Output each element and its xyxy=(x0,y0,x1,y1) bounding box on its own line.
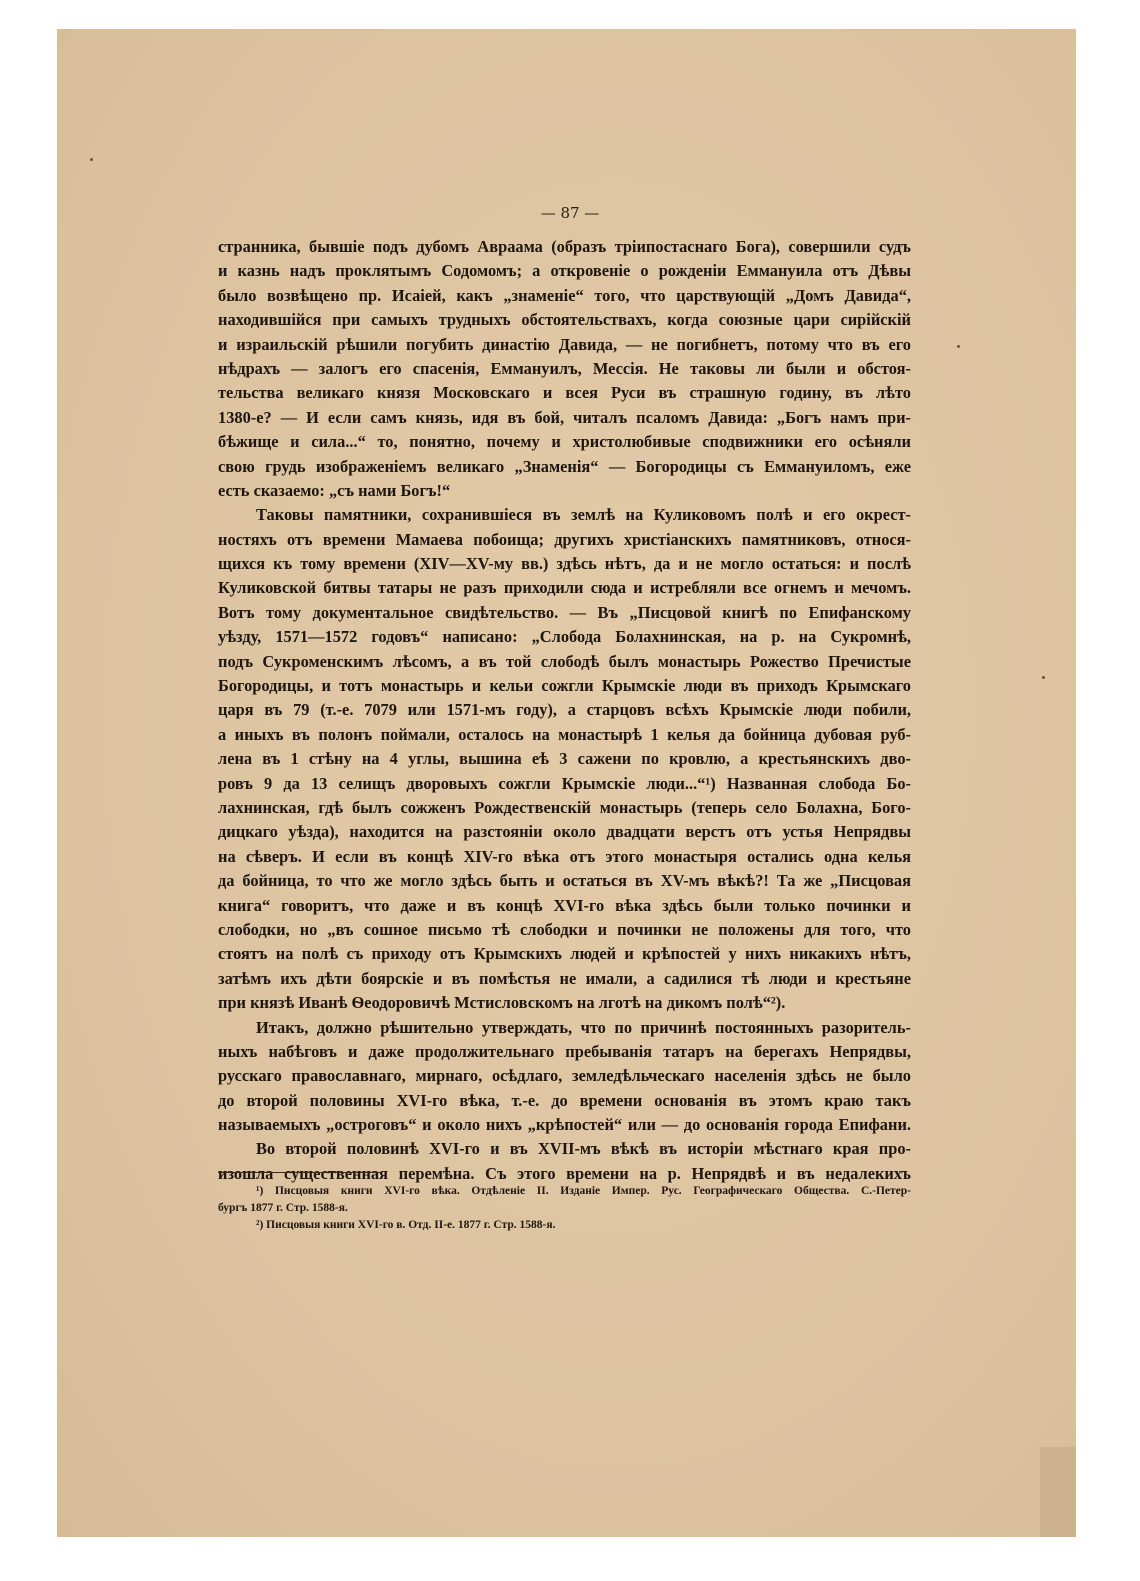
footnote-divider xyxy=(218,1172,380,1173)
text-line: Во второй половинѣ XVI-го и въ XVII-мъ вѣкѣ въ исторіи мѣстнаго края про- xyxy=(256,1139,911,1159)
footnote-line: ¹) Писцовыя книги XVI-го вѣка. Отдѣленіе II. Изданіе Импер. Рус. Географическаго Общества. С.-Петер- xyxy=(256,1185,911,1197)
speck xyxy=(90,158,93,161)
page-corner-shadow xyxy=(1040,1447,1076,1537)
text-line: затѣмъ ихъ дѣти боярскіе и въ помѣстья не имали, а садилися тѣ люди и крестьяне xyxy=(218,968,911,988)
text-line: слободки, но „въ сошное письмо тѣ слободки и починки не положены для того, что xyxy=(218,919,911,939)
text-line: называемыхъ „остроговъ“ и около нихъ „крѣпостей“ или — до основанія города Епифани. xyxy=(218,1115,911,1135)
text-line: русскаго православнаго, мирнаго, осѣдлаго, земледѣльческаго населенія здѣсь не было xyxy=(218,1066,911,1086)
text-line: подъ Сукроменскимъ лѣсомъ, а въ той слободѣ былъ монастырь Рожество Пречистые xyxy=(218,651,911,671)
text-line: ровъ 9 да 13 селищъ дворовыхъ сожгли Крымскіе люди...“¹) Названная слобода Бо- xyxy=(218,773,911,793)
body-text xyxy=(218,235,911,1186)
speck xyxy=(1042,676,1045,679)
text-line: царя въ 79 (т.-е. 7079 или 1571-мъ году), а старцовъ всѣхъ Крымскіе люди побили, xyxy=(218,700,911,720)
text-line: на сѣверъ. И если въ концѣ XIV-го вѣка отъ этого монастыря остались одна келья xyxy=(218,846,911,866)
text-line: ныхъ набѣговъ и даже продолжительнаго пребыванія татаръ на берегахъ Непрядвы, xyxy=(218,1041,911,1061)
text-line: и казнь надъ проклятымъ Содомомъ; а откровеніе о рожденіи Еммануила отъ Дѣвы xyxy=(218,261,911,281)
text-line: книга“ говоритъ, что даже и въ концѣ XVI-го вѣка здѣсь были только починки и xyxy=(218,895,911,915)
text-line: при князѣ Иванѣ Ѳеодоровичѣ Мстисловскомъ на лготѣ на дикомъ полѣ“²). xyxy=(218,993,786,1013)
text-line: дицкаго уѣзда), находится на разстояніи около двадцати верстъ отъ устья Непрядвы xyxy=(218,822,911,842)
text-line: бѣжище и сила...“ то, понятно, почему и христолюбивые сподвижники его осѣняли xyxy=(218,432,911,452)
footnote-line: ²) Писцовыя книги XVI-го в. Отд. II-е. 1877 г. Стр. 1588-я. xyxy=(256,1219,556,1231)
text-line: изошла существенная перемѣна. Съ этого времени на р. Непрядвѣ и въ недалекихъ xyxy=(218,1163,911,1183)
text-line: находившійся при самыхъ трудныхъ обстоятельствахъ, когда союзные цари сирійскій xyxy=(218,310,911,330)
page-number: — 87 — xyxy=(540,204,600,222)
text-line: да бойница, то что же могло здѣсь быть и остаться въ XV-мъ вѣкѣ?! Та же „Писцовая xyxy=(218,871,911,891)
text-line: а иныхъ въ полонъ поймали, осталось на монастырѣ 1 келья да бойница дубовая руб- xyxy=(218,724,911,744)
text-line: щихся къ тому времени (XIV—XV-му вв.) здѣсь нѣтъ, да и не могло остаться: и послѣ xyxy=(218,554,911,574)
text-line: лахнинская, гдѣ былъ сожженъ Рождественскій монастырь (теперь село Болахна, Бого- xyxy=(218,797,911,817)
text-line: свою грудь изображеніемъ великаго „Знаменія“ — Богородицы съ Еммануиломъ, еже xyxy=(218,456,911,476)
text-line: до второй половины XVI-го вѣка, т.-е. до времени основанія въ этомъ краю такъ xyxy=(218,1090,911,1110)
text-line: Итакъ, должно рѣшительно утверждать, что по причинѣ постоянныхъ разоритель- xyxy=(256,1017,911,1037)
text-line: нѣдрахъ — залогъ его спасенія, Еммануилъ, Мессія. Не таковы ли были и обстоя- xyxy=(218,358,911,378)
text-line: есть сказаемо: „съ нами Богъ!“ xyxy=(218,480,451,500)
text-line: тельства великаго князя Московскаго и всея Руси въ страшную годину, въ лѣто xyxy=(218,383,911,403)
speck xyxy=(957,345,960,348)
text-line: и израильскій рѣшили погубить династію Давида, — не погибнетъ, потому что въ его xyxy=(218,334,911,354)
text-line: лена въ 1 стѣну на 4 углы, вышина еѣ 3 сажени по кровлю, а крестьянскихъ дво- xyxy=(218,749,911,769)
text-line: странника, бывшіе подъ дубомъ Авраама (образъ тріипостаснаго Бога), совершили судъ xyxy=(218,237,911,256)
text-line: 1380-е? — И если самъ князь, идя въ бой, читалъ псаломъ Давида: „Богъ намъ при- xyxy=(218,407,911,427)
text-line: Таковы памятники, сохранившіеся въ землѣ на Куликовомъ полѣ и его окрест- xyxy=(256,505,911,525)
text-line: стоятъ на полѣ съ приходу отъ Крымскихъ людей и крѣпостей у нихъ никакихъ нѣтъ, xyxy=(218,944,911,964)
text-line: Вотъ тому документальное свидѣтельство. — Въ „Писцовой книгѣ по Епифанскому xyxy=(218,602,911,622)
text-line: Богородицы, и тотъ монастырь и кельи сожгли Крымскіе люди въ приходъ Крымскаго xyxy=(218,676,911,696)
footnote-line: бургъ 1877 г. Стр. 1588-я. xyxy=(218,1202,348,1214)
text-line: Куликовской битвы татары не разъ приходили сюда и истребляли все огнемъ и мечомъ. xyxy=(218,578,911,598)
text-line: ностяхъ отъ времени Мамаева побоища; другихъ христіанскихъ памятниковъ, относя- xyxy=(218,529,911,549)
footnotes xyxy=(218,1183,911,1234)
text-line: было возвѣщено пр. Исаіей, какъ „знаменіе“ того, что царствующій „Домъ Давида“, xyxy=(218,285,911,305)
text-line: уѣзду, 1571—1572 годовъ“ написано: „Слобода Болахнинская, на р. на Сукромнѣ, xyxy=(218,627,911,647)
